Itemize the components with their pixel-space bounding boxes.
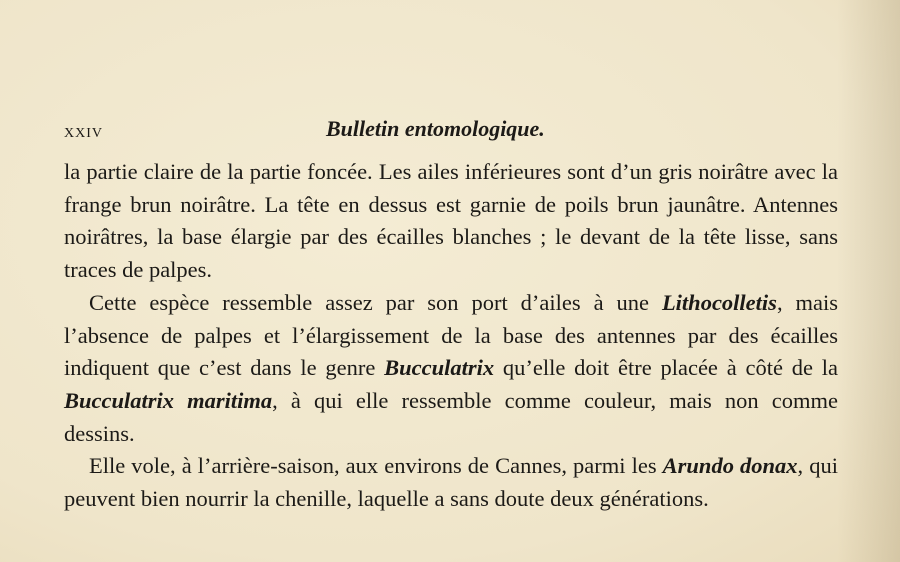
paragraph-1-text: la partie claire de la partie foncée. Les ailes inférieures sont d’un gris noirâtre avec la frange brun noirâtre. La tête en dessus est garnie de poils brun jaunâtre. Antennes noirâtres, la base élargie par des écailles blanches ; le devant de la tête lisse, sans traces de palpes. <box>64 159 838 283</box>
paragraph-3 <box>64 450 838 515</box>
species-name-bucculatrix-maritima: Bucculatrix maritima <box>64 387 273 413</box>
paragraph-2-text-c: qu’elle doit être placée à côté de la <box>494 355 838 381</box>
paragraph-2-text-d: , à qui elle ressemble comme couleur, mais non comme dessins. <box>64 387 838 446</box>
body-text <box>64 156 838 516</box>
paragraph-2-text-a: Cette espèce ressemble assez par son port d’ailes à une <box>89 289 662 315</box>
paragraph-1 <box>64 156 838 287</box>
page-number: xxiv <box>64 120 103 142</box>
running-title: Bulletin entomologique. <box>326 116 545 141</box>
plant-name-arundo-donax: Arundo donax <box>662 453 798 479</box>
species-name-lithocolletis: Lithocolletis <box>661 289 777 315</box>
genus-name-bucculatrix: Bucculatrix <box>384 355 495 381</box>
paragraph-2 <box>64 287 838 451</box>
paragraph-2-text-b: , mais l’absence de palpes et l’élargissement de la base des antennes par des écailles indiquent que c’est dans le genre <box>64 289 838 381</box>
page-header <box>0 114 900 144</box>
paragraph-3-text-a: Elle vole, à l’arrière-saison, aux environs de Cannes, parmi les <box>89 453 663 479</box>
paragraph-3-text-b: , qui peuvent bien nourrir la chenille, laquelle a sans doute deux générations. <box>64 453 838 512</box>
